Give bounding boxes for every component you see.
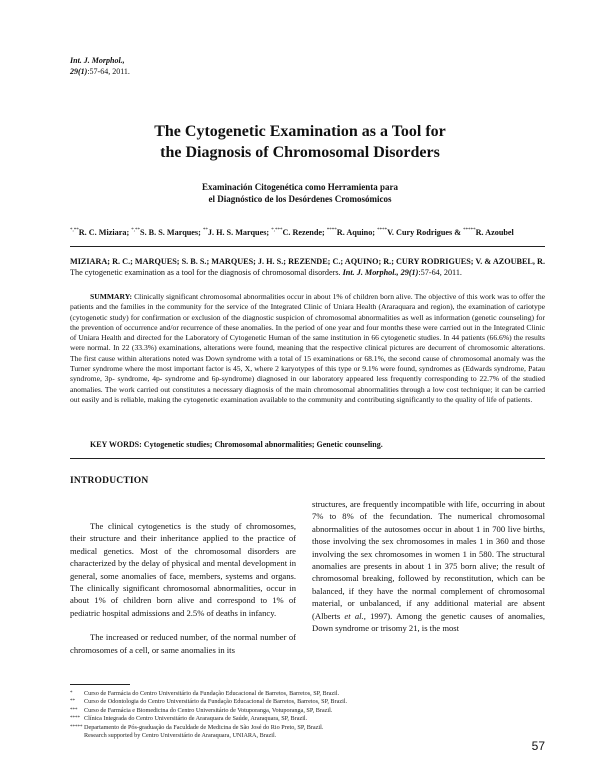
- title-line-2: the Diagnosis of Chromosomal Disorders: [160, 144, 440, 161]
- body-column-left: [70, 498, 296, 656]
- footnote-text: Clínica Integrada do Centro Universitário de Araraquara de Saúde, Araraquara, SP, Brazil.: [84, 715, 308, 723]
- journal-reference: [70, 55, 130, 77]
- footnote: [70, 698, 545, 706]
- author-affiliation-mark: *,***: [271, 228, 283, 233]
- author-name: C. Rezende;: [282, 228, 327, 237]
- author-affiliation-mark: **: [202, 228, 208, 233]
- author-affiliation-mark: *,**: [70, 228, 79, 233]
- citation-pages: :57-64, 2011.: [418, 268, 462, 277]
- footnote-text: Curso de Farmácia e Biomedicina do Centro Universitário de Votuporanga, Votuporanga, SP, Brazil.: [84, 706, 333, 714]
- citation-authors: MIZIARA; R. C.; MARQUES; S. B. S.; MARQUES; J. H. S.; REZENDE; C.; AQUINO; R.; CURY RODRIGUES; V. & AZOUBEL, R.: [70, 257, 545, 266]
- subtitle-line-2: el Diagnóstico de los Desórdenes Cromosómicos: [208, 194, 392, 204]
- author-affiliation-mark: ****: [326, 228, 337, 233]
- author-affiliation-mark: ****: [377, 228, 388, 233]
- author-affiliation-mark: *,**: [131, 228, 141, 233]
- journal-volume: 29(1): [70, 67, 88, 76]
- footnote: [70, 690, 545, 698]
- paragraph-text-continued: , 1997). Among the genetic causes of anomalies, Down syndrome or trisomy 21, is the most: [312, 610, 546, 634]
- footnote-mark: **: [70, 699, 75, 705]
- page-number: 57: [531, 739, 545, 753]
- author: [131, 228, 203, 237]
- author: [203, 228, 271, 237]
- abstract-divider: [70, 458, 545, 459]
- footnote-mark: ****: [70, 716, 80, 722]
- citation-block: [70, 256, 545, 278]
- footnote: [70, 724, 545, 732]
- footnote-mark: ***: [70, 707, 78, 713]
- author-affiliation-mark: *****: [463, 228, 476, 233]
- footnote-mark: [70, 732, 84, 740]
- section-heading-introduction: INTRODUCTION: [70, 476, 149, 486]
- author: [377, 228, 463, 237]
- title-line-1: The Cytogenetic Examination as a Tool for: [154, 123, 446, 140]
- footnote-text: Research supported by Centro Universitário de Araraquara, UNIARA, Brazil.: [84, 732, 277, 740]
- author-name: S. B. S. Marques;: [140, 228, 203, 237]
- paragraph: The increased or reduced number, of the normal number of chromosomes of a cell, or same anomalies in its: [70, 632, 296, 655]
- author-name: R. Azoubel: [475, 228, 514, 237]
- paragraph-text: structures, are frequently incompatible with life, occurring in about 7% to 8% of the fecundation. The numerical chromosomal abnormalities of the autosomes occur in about 1 in 700 live births, those involving the sex chromosomes in males 1 in 360 and those involving the sex chromosomes in women 1 in 580. The structural anomalies are presents in about 1 in 375 born alive; the result of chromosomal breaking, followed by reconstitution, which can be balanced, if they have the normal complement of chromosomal material, or unbalanced, if any additional material are absent (Alberts: [312, 499, 545, 621]
- subtitle-line-1: Examinación Citogenética como Herramienta para: [202, 182, 398, 192]
- footnote-text: Curso de Odontologia do Centro Universitário da Fundação Educacional de Barretos, Barretos, SP, Brazil.: [84, 698, 348, 706]
- abstract: [70, 292, 545, 405]
- footnote-text: Curso de Farmácia do Centro Universitário da Fundação Educacional de Barretos, Barretos, SP, Brazil.: [84, 690, 340, 697]
- author-name: R. Aquino;: [336, 228, 378, 237]
- header-divider: [70, 246, 545, 247]
- journal-name: Int. J. Morphol.,: [70, 56, 125, 65]
- footnote-divider: [70, 684, 130, 685]
- author: [463, 228, 514, 237]
- reference-et-al: et al.: [344, 610, 364, 621]
- abstract-label: SUMMARY:: [90, 292, 133, 301]
- citation-journal: Int. J. Morphol., 29(1): [342, 268, 419, 277]
- abstract-text: Clinically significant chromosomal abnormalities occur in about 1% of children born alive. The objective of this work was to offer the patients and the families in the community for the service of the Integrated Clinic of Uniara Health (Araraquara and region), the examination of cariotype (cytogenetic study) for confirmation or exclusion of the diagnostic suspicion of chromosomal abnormalities as well as information (genetic counseling) for the prevention of occurrence and/or recurrence of these anomalies. In the period of one year and four months these were carried out in the Integrated Clinic of Uniara Health and directed for the Laboratory of Cytogenetic Human of the same institution in 66 cytogenetic studies. In 44 patients (66.6%) the results were normal. In 22 (33.3%) examinations, alterations were found, meaning that the respective clinical pictures are decurrent of chromosomic alterations. The first cause within alterations noted was Down syndrome with a total of 15 examinations or 68.1%, the second cause of chromosomal anomaly was the Turner syndrome where the most important factor is 45, X, where 2 karyotypes of this type or 9.1% were found, syndromes as (Edwards syndrome, Patau syndrome, 3p- syndrome, 4p- syndrome and 6p-syndrome) diagnosed in our laboratory appeared less frequently corresponding to 22.7% of the studied anomalies. The work carried out constitutes a necessary diagnosis of the main chromosomal abnormalities through a low cost technique; it can be carried out easily and is reliable, making the cytogenetic examination available to the community and contributing significantly to the quality of life of patients.: [70, 292, 545, 404]
- paragraph: [312, 498, 545, 634]
- citation-title: The cytogenetic examination as a tool for the diagnosis of chromosomal disorders.: [70, 268, 343, 277]
- keywords: KEY WORDS: Cytogenetic studies; Chromosomal abnormalities; Genetic counseling.: [90, 440, 383, 449]
- author: [327, 228, 377, 237]
- author-name: V. Cury Rodrigues &: [387, 228, 464, 237]
- footnote-funding: [70, 732, 545, 740]
- article-title: [70, 121, 530, 163]
- footnote-mark: *****: [70, 724, 83, 730]
- author: [271, 228, 327, 237]
- footnote: [70, 707, 545, 715]
- author-list: [70, 225, 545, 238]
- author-name: J. H. S. Marques;: [207, 228, 272, 237]
- footnote: [70, 715, 545, 723]
- author-name: R. C. Miziara;: [78, 228, 132, 237]
- footnotes: [70, 690, 545, 740]
- paragraph: The clinical cytogenetics is the study of chromosomes, their structure and their inheritance applied to the practice of medical genetics. Most of the chromosomal disorders are characterized by the delay of physical and mental development in general, some anomalies of face, members, systems and organs. The clinically significant chromosomal abnormalities, occur in about 1% of children born alive and correspond to 1% of pediatric hospital admissions and 2.5% of deaths in infancy.: [70, 521, 296, 618]
- body-column-right: [312, 498, 545, 634]
- article-subtitle: [70, 181, 530, 205]
- author: [70, 228, 131, 237]
- journal-volume-line: [70, 66, 130, 77]
- footnote-text: Departamento de Pós-graduação da Faculdade de Medicina de São José do Rio Preto, SP, Brazil.: [84, 723, 324, 731]
- journal-pages: :57-64, 2011.: [87, 67, 130, 76]
- footnote-mark: *: [70, 691, 73, 696]
